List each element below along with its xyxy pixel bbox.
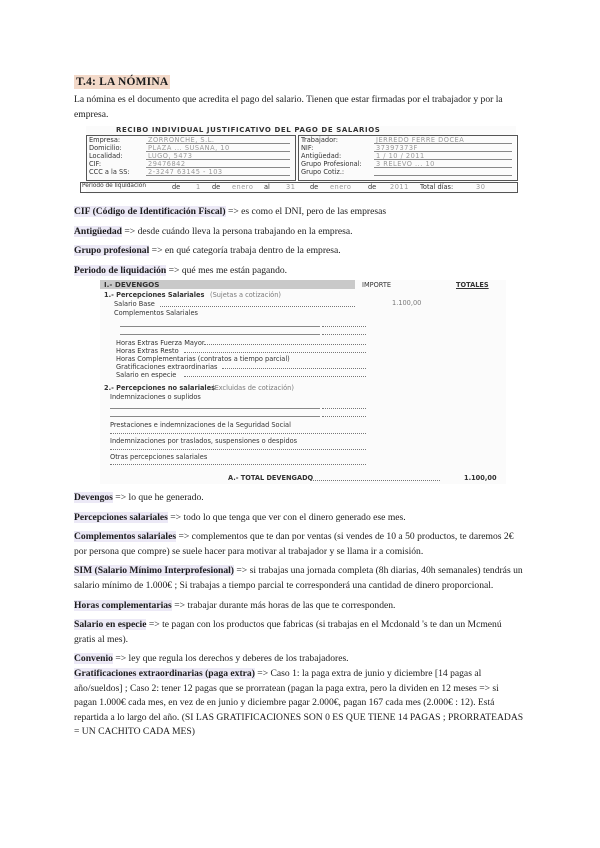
ccc-label: CCC a la SS: xyxy=(89,168,130,176)
intro-paragraph: La nómina es el documento que acredita el pago del salario. Tienen que estar firmadas por el trabajador y por la empresa. xyxy=(74,94,503,120)
period-value: enero xyxy=(330,183,352,191)
worker-label: Trabajador: xyxy=(301,136,338,144)
worker-value: JERREDO FERRE DOCEA xyxy=(376,136,465,144)
leader-dots xyxy=(222,368,366,369)
horas-resto-label: Horas Extras Resto xyxy=(116,347,179,355)
term: Grupo profesional xyxy=(74,245,150,257)
leader-dots xyxy=(110,433,366,434)
address-label: Domicilio: xyxy=(89,144,122,152)
term: Horas complementarias xyxy=(74,599,172,611)
period-value: 2011 xyxy=(390,183,409,191)
period-text: al xyxy=(264,183,270,191)
cotiz-group-label: Grupo Cotiz.: xyxy=(301,168,345,176)
definition-item xyxy=(74,491,524,506)
term: Convenio xyxy=(74,653,113,665)
devengos-scan xyxy=(100,280,506,484)
importe-header: IMPORTE xyxy=(362,281,392,289)
section1-note: (Sujetas a cotización) xyxy=(210,291,281,299)
leader-dots xyxy=(322,416,366,417)
scan-heading: RECIBO INDIVIDUAL JUSTIFICATIVO DEL PAGO DE SALARIOS xyxy=(116,126,381,134)
definition-item xyxy=(74,244,524,259)
seniority-value: 1 / 10 / 2011 xyxy=(376,152,425,160)
rule xyxy=(374,143,512,144)
devengos-heading: I.- DEVENGOS xyxy=(104,280,160,289)
definition: => trabajar durante más horas de las que te corresponden. xyxy=(171,599,396,611)
rule xyxy=(146,143,290,144)
definition-item xyxy=(74,264,524,279)
period-text: de xyxy=(212,183,221,191)
definition-item xyxy=(74,618,524,647)
definition: => si trabajas una jornada completa (8h diarias, 40h semanales) tendrás un salario mínimo de 1.000€ ; Si trabajas a tiempo parcial te corresponderá una cantidad de dinero proporcional. xyxy=(74,565,523,591)
leader-dots xyxy=(322,334,366,335)
document-header xyxy=(74,72,524,122)
period-text: de xyxy=(172,183,181,191)
period-text: de xyxy=(368,183,377,191)
rule xyxy=(146,159,290,160)
definition-item xyxy=(74,530,524,559)
definition: => ley que regula los derechos y deberes de los trabajadores. xyxy=(112,653,349,665)
period-text: Total días: xyxy=(420,183,454,191)
definition: => en qué categoría trabaja dentro de la empresa. xyxy=(149,245,341,257)
nif-value: 37397373F xyxy=(376,144,418,152)
leader-dots xyxy=(322,326,366,327)
definition: => te pagan con los productos que fabricas (si trabajas en el Mcdonald 's te dan un Mcmenú gratis al mes). xyxy=(74,619,502,645)
period-label: Periodo de liquidación xyxy=(82,183,146,189)
blank-line xyxy=(110,416,320,417)
rule xyxy=(146,167,290,168)
definition-item xyxy=(74,205,524,220)
term: Salario en especie xyxy=(74,619,147,631)
period-value: 31 xyxy=(286,183,296,191)
cif-label: CIF: xyxy=(89,160,102,168)
term: Percepciones salariales xyxy=(74,511,168,523)
city-label: Localidad: xyxy=(89,152,123,160)
company-value: ZORRONCHE, S.L. xyxy=(148,136,215,144)
definition: => Caso 1: la paga extra de junio y diciembre [14 pagas al año/sueldos] ; Caso 2: tener 12 pagas que se prorratean (pagan la paga extra, pero la dividen en 12 meses => si pagan 1.000€ cada mes, en vez de en junio y diciembre pagar 2.000€, pagan 167 cada mes (2.000€ : 12). Está repartida a lo largo del año. (SI LAS GRATIFICACIONES SON 0 ES QUE TIENE 14 PAGAS ; PRORRATEADAS = UN CACHITO CADA MES) xyxy=(74,667,524,738)
especie-label: Salario en especie xyxy=(116,371,177,379)
period-value: 30 xyxy=(476,183,486,191)
leader-dots xyxy=(184,352,366,353)
term: CIF (Código de Identificación Fiscal) xyxy=(74,206,226,217)
section2-title: 2.- Percepciones no salariales xyxy=(104,384,216,392)
nif-label: NIF: xyxy=(301,144,314,152)
definitions-1 xyxy=(74,205,524,278)
blank-line xyxy=(120,326,320,327)
indemnizaciones-label: Indemnizaciones o suplidos xyxy=(110,393,201,401)
leader-dots xyxy=(204,344,366,345)
definition: => lo que he generado. xyxy=(112,492,204,503)
address-value: PLAZA ... SUSANA, 10 xyxy=(148,144,230,152)
term: SIM (Salario Mínimo Interprofesional) xyxy=(74,565,234,577)
gratificaciones-label: Gratificaciones extraordinarias xyxy=(116,363,218,371)
definition: => todo lo que tenga que ver con el dinero generado ese mes. xyxy=(167,511,406,523)
prestaciones-label: Prestaciones e indemnizaciones de la Seguridad Social xyxy=(110,421,291,429)
definition-item xyxy=(74,599,524,614)
leader-dots xyxy=(110,449,366,450)
rule xyxy=(374,151,512,152)
leader-dots xyxy=(322,408,366,409)
term: Periodo de liquidación xyxy=(74,264,167,276)
period-value: enero xyxy=(232,183,254,191)
cif-value: 29476842 xyxy=(148,160,186,168)
definition: => desde cuándo lleva la persona trabajando en la empresa. xyxy=(121,225,353,237)
rule xyxy=(146,151,290,152)
rule xyxy=(374,175,512,176)
definition-item xyxy=(74,564,524,593)
salario-base-value: 1.100,00 xyxy=(392,299,422,307)
period-text: de xyxy=(310,183,319,191)
professional-group-label: Grupo Profesional: xyxy=(301,160,362,168)
total-value: 1.100,00 xyxy=(464,474,497,482)
rule xyxy=(146,175,290,176)
leader-dots xyxy=(184,376,366,377)
definitions-2 xyxy=(74,491,524,740)
blank-line xyxy=(110,408,320,409)
rule xyxy=(374,159,512,160)
definition: => es como el DNI, pero de las empresas xyxy=(225,206,387,217)
rule xyxy=(374,167,512,168)
term: Complementos salariales xyxy=(74,531,177,543)
payslip-header-scan xyxy=(82,126,516,194)
period-value: 1 xyxy=(196,183,201,191)
definition-item xyxy=(74,667,524,740)
definition: => qué mes me están pagando. xyxy=(166,264,288,276)
salario-base-label: Salario Base xyxy=(114,300,155,308)
term: Antigüedad xyxy=(74,225,122,237)
term: Gratificaciones extraordinarias (paga extra) xyxy=(74,667,255,679)
ccc-value: 2-3247 63145 - 103 xyxy=(148,168,223,176)
horas-fuerza-label: Horas Extras Fuerza Mayor xyxy=(116,339,205,347)
section2-note: (Excluidas de cotización) xyxy=(212,384,294,392)
seniority-label: Antigüedad: xyxy=(301,152,342,160)
otras-label: Otras percepciones salariales xyxy=(110,453,208,461)
horas-comp-label: Horas Complementarias (contratos a tiempo parcial) xyxy=(116,355,290,363)
leader-dots xyxy=(110,464,366,465)
city-value: LUGO, 5473 xyxy=(148,152,193,160)
totales-header: TOTALES xyxy=(456,281,489,289)
blank-line xyxy=(120,334,320,335)
complementos-label: Complementos Salariales xyxy=(114,309,198,317)
definition-item xyxy=(74,511,524,526)
page-title: T.4: LA NÓMINA xyxy=(76,76,169,88)
definition: => complementos que te dan por ventas (si vendes de 10 a 50 productos, te daremos 2€ por persona que compre) se suele hacer para motivar al trabajador y se llama ir a comisión. xyxy=(74,531,514,557)
leader-dots xyxy=(160,306,355,307)
leader-dots xyxy=(310,480,440,481)
definition-item xyxy=(74,652,524,667)
professional-group-value: 3 RELEVO ... 10 xyxy=(376,160,435,168)
section1-title: 1.- Percepciones Salariales xyxy=(104,291,205,299)
company-label: Empresa: xyxy=(89,136,121,144)
traslados-label: Indemnizaciones por traslados, suspensiones o despidos xyxy=(110,437,298,445)
definition-item xyxy=(74,225,524,240)
total-label: A.- TOTAL DEVENGADO xyxy=(228,474,314,482)
term: Devengos xyxy=(74,492,113,503)
